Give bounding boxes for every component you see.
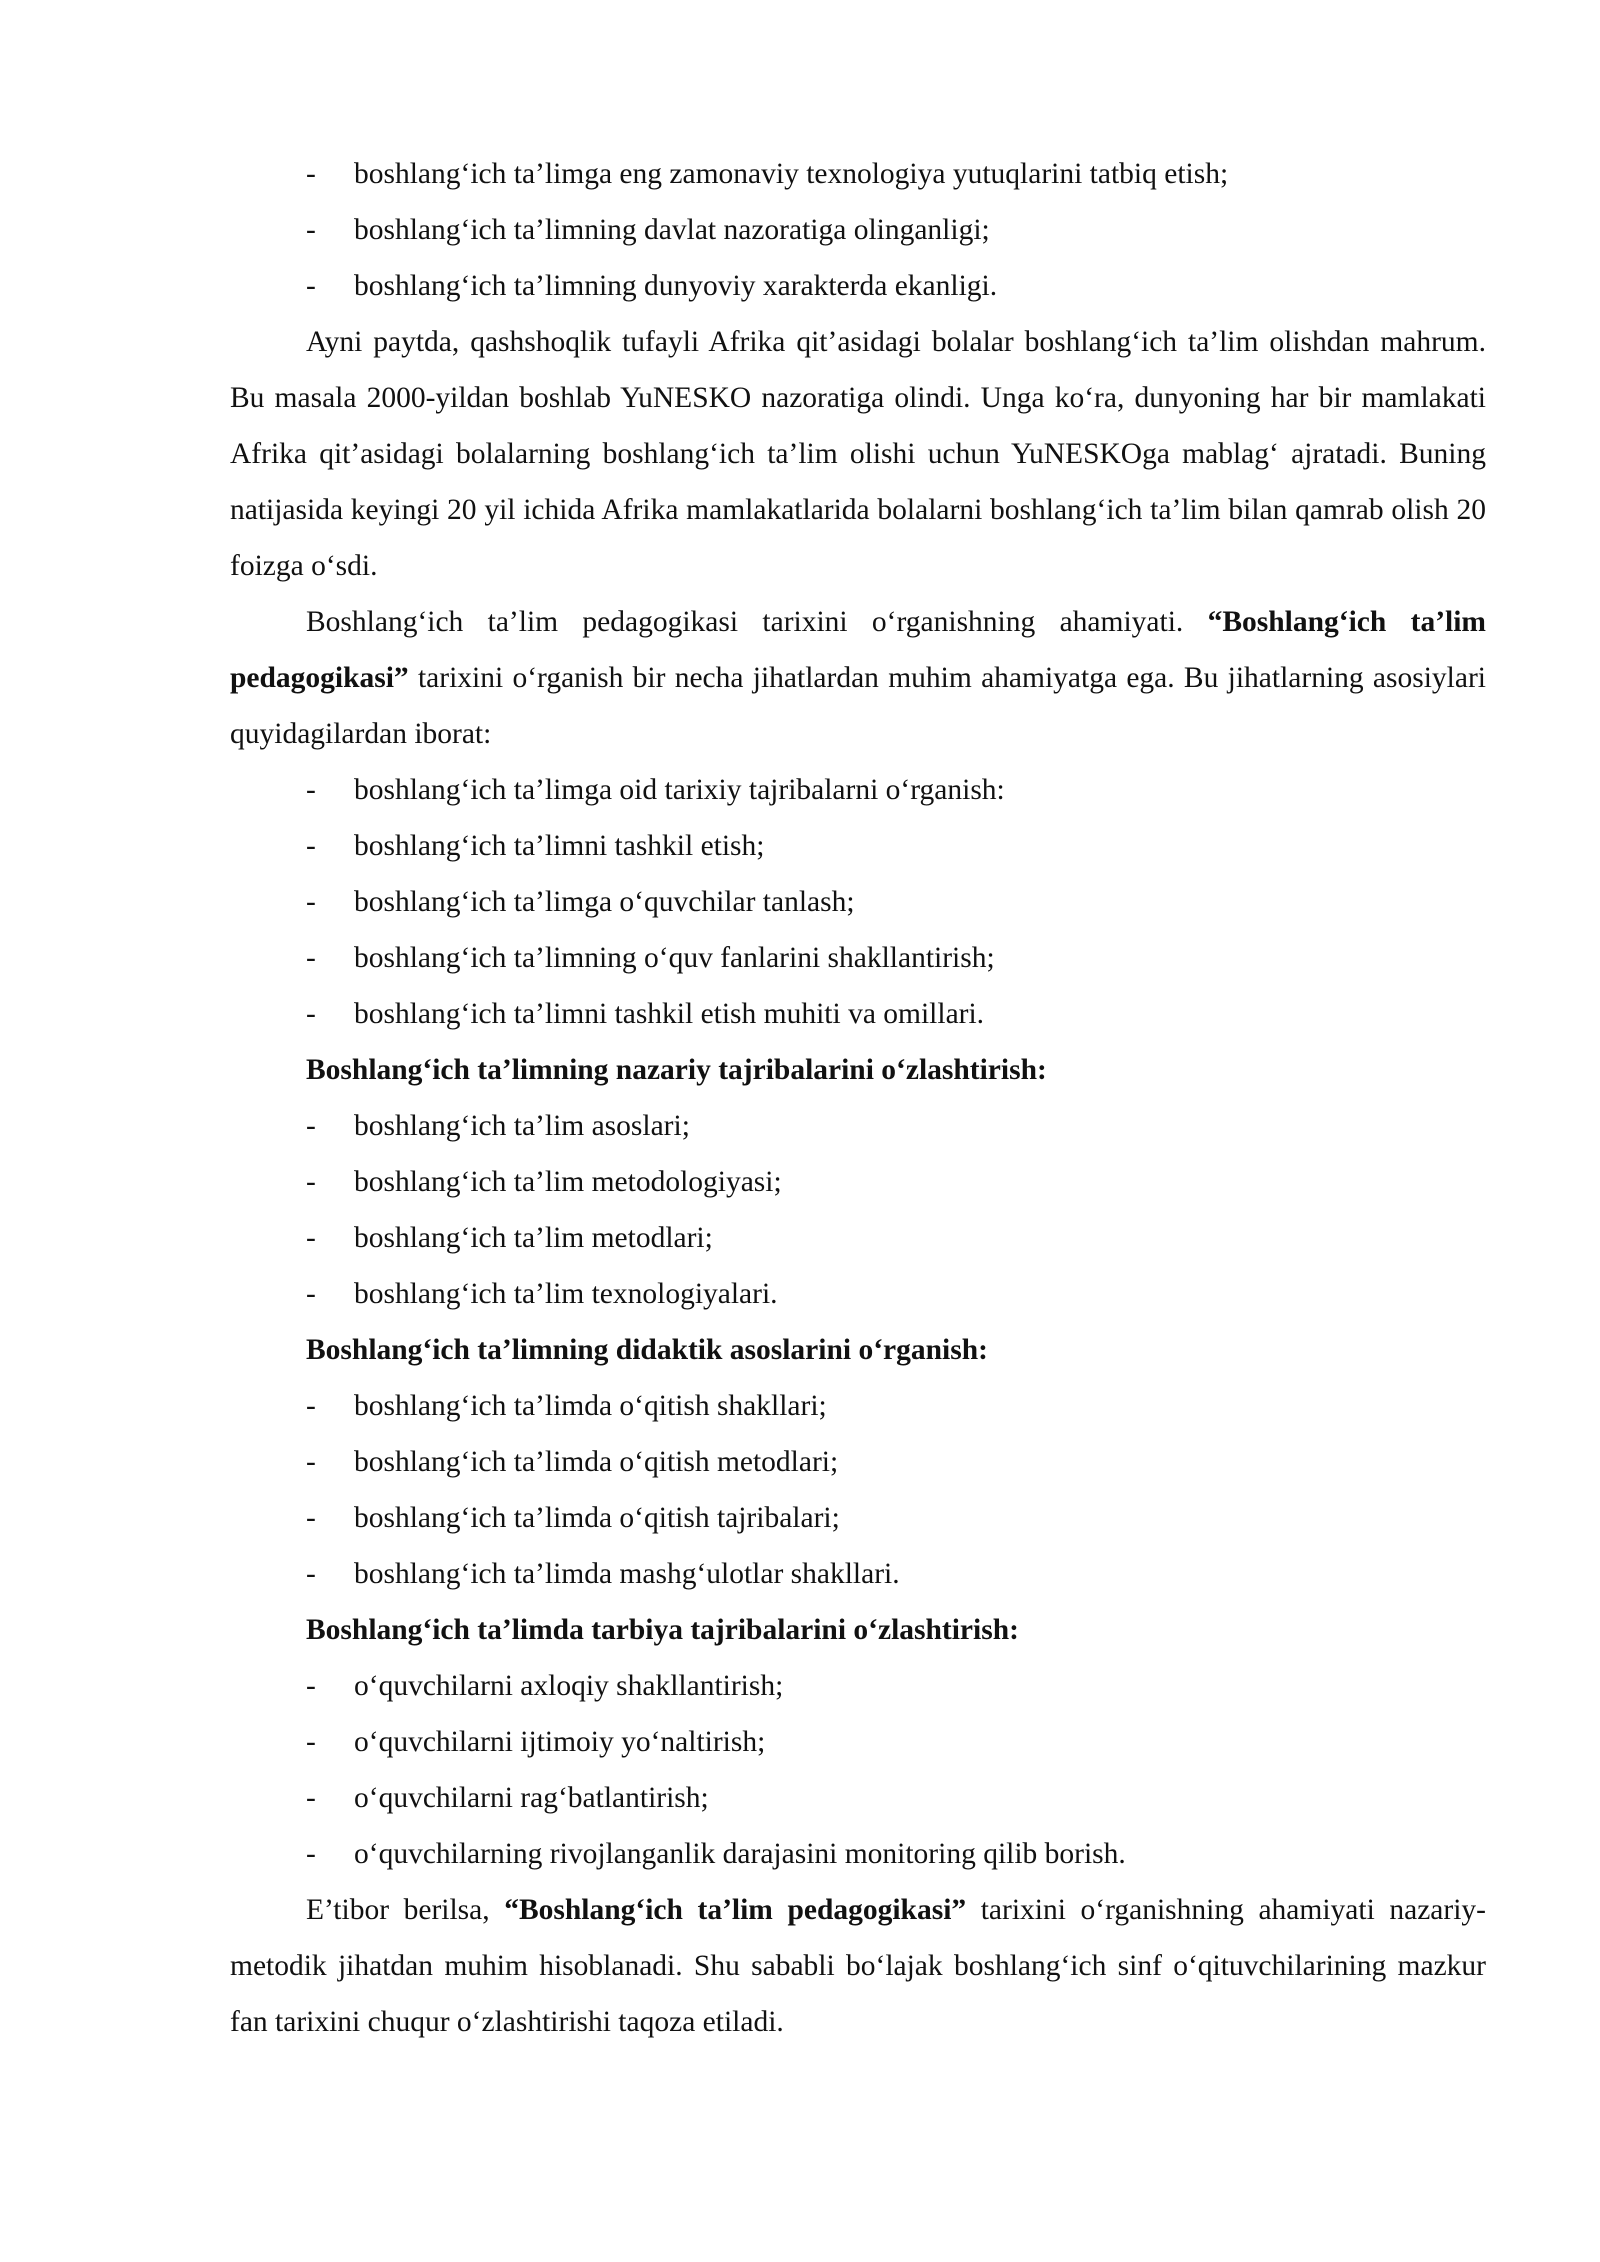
paragraph-conclusion-intro: E’tibor berilsa, (306, 1894, 505, 1926)
list-item (230, 202, 1486, 258)
list-bullet: - (306, 270, 316, 302)
list-item-text: boshlang‘ich ta’lim asoslari; (354, 1110, 690, 1142)
list-bullet: - (306, 1222, 316, 1254)
list-item-text: o‘quvchilarni axloqiy shakllantirish; (354, 1670, 784, 1702)
list-item-text: boshlang‘ich ta’lim texnologiyalari. (354, 1278, 778, 1310)
list-item-text: boshlang‘ich ta’limga eng zamonaviy texnologiya yutuqlarini tatbiq etish; (354, 158, 1229, 190)
list-item-text: boshlang‘ich ta’limni tashkil etish muhiti va omillari. (354, 998, 985, 1030)
document-page (230, 146, 1486, 2050)
list-bullet: - (306, 886, 316, 918)
list-didactic (230, 1378, 1486, 1602)
list-item (230, 1770, 1486, 1826)
section-heading-theory: Boshlang‘ich ta’limning nazariy tajribalarini o‘zlashtirish: (306, 1054, 1047, 1086)
list-item (230, 1210, 1486, 1266)
list-bullet: - (306, 1390, 316, 1422)
paragraph-conclusion-rest: tarixini o‘rganishning ahamiyati nazariy-metodik jihatdan muhim hisoblanadi. Shu sababli bo‘lajak boshlang‘ich sinf o‘qituvchilarining mazkur fan tarixini chuqur o‘zlashtirishi taqoza etiladi. (230, 1894, 1486, 2038)
list-item (230, 1378, 1486, 1434)
list-bullet: - (306, 1782, 316, 1814)
list-item-text: boshlang‘ich ta’limga oid tarixiy tajribalarni o‘rganish: (354, 774, 1005, 806)
list-item (230, 146, 1486, 202)
list-bullet: - (306, 830, 316, 862)
list-bullet: - (306, 1726, 316, 1758)
list-item-text: o‘quvchilarni ijtimoiy yo‘naltirish; (354, 1726, 766, 1758)
list-item (230, 1546, 1486, 1602)
list-item-text: boshlang‘ich ta’limda o‘qitish tajribalari; (354, 1502, 840, 1534)
list-item (230, 258, 1486, 314)
list-top (230, 146, 1486, 314)
section-heading-upbringing: Boshlang‘ich ta’limda tarbiya tajribalarini o‘zlashtirish: (306, 1614, 1019, 1646)
list-item (230, 986, 1486, 1042)
list-item (230, 930, 1486, 986)
list-item (230, 1154, 1486, 1210)
list-bullet: - (306, 1446, 316, 1478)
list-item-text: o‘quvchilarni rag‘batlantirish; (354, 1782, 709, 1814)
list-item-text: boshlang‘ich ta’limda o‘qitish metodlari; (354, 1446, 839, 1478)
list-item (230, 1658, 1486, 1714)
list-upbringing (230, 1658, 1486, 1882)
list-bullet: - (306, 774, 316, 806)
paragraph-importance-intro: Boshlang‘ich ta’lim pedagogikasi tarixini o‘rganishning ahamiyati. (306, 606, 1208, 638)
paragraph-conclusion (230, 1882, 1486, 2050)
paragraph-africa: Ayni paytda, qashshoqlik tufayli Afrika qit’asidagi bolalar boshlang‘ich ta’lim olishdan mahrum. Bu masala 2000-yildan boshlab YuNESKO nazoratiga olindi. Unga ko‘ra, dunyoning har bir mamlakati Afrika qit’asidagi bolalarning boshlang‘ich ta’lim olishi uchun YuNESKOga mablag‘ ajratadi. Buning natijasida keyingi 20 yil ichida Afrika mamlakatlarida bolalarni boshlang‘ich ta’lim bilan qamrab olish 20 foizga o‘sdi. (230, 326, 1486, 582)
list-aspects (230, 762, 1486, 1042)
paragraph-importance-rest: tarixini o‘rganish bir necha jihatlardan muhim ahamiyatga ega. Bu jihatlarning asosiylari quyidagilardan iborat: (230, 662, 1486, 750)
list-bullet: - (306, 998, 316, 1030)
list-theory (230, 1098, 1486, 1322)
list-bullet: - (306, 1166, 316, 1198)
list-item (230, 874, 1486, 930)
list-item-text: boshlang‘ich ta’lim metodlari; (354, 1222, 713, 1254)
list-item-text: o‘quvchilarning rivojlanganlik darajasini monitoring qilib borish. (354, 1838, 1126, 1870)
list-bullet: - (306, 1110, 316, 1142)
list-bullet: - (306, 1502, 316, 1534)
list-item-text: boshlang‘ich ta’limda mashg‘ulotlar shakllari. (354, 1558, 900, 1590)
list-item (230, 1714, 1486, 1770)
list-item (230, 818, 1486, 874)
list-item (230, 1098, 1486, 1154)
list-item (230, 1490, 1486, 1546)
list-item-text: boshlang‘ich ta’limga o‘quvchilar tanlash; (354, 886, 855, 918)
list-bullet: - (306, 214, 316, 246)
list-bullet: - (306, 1670, 316, 1702)
paragraph-importance-bold: “Boshlang‘ich ta’lim pedagogikasi” (230, 606, 1486, 694)
list-bullet: - (306, 1838, 316, 1870)
list-item-text: boshlang‘ich ta’limning dunyoviy xarakterda ekanligi. (354, 270, 998, 302)
section-heading-didactic: Boshlang‘ich ta’limning didaktik asoslarini o‘rganish: (306, 1334, 988, 1366)
paragraph-conclusion-bold: “Boshlang‘ich ta’lim pedagogikasi” (504, 1894, 967, 1926)
list-item-text: boshlang‘ich ta’limning o‘quv fanlarini shakllantirish; (354, 942, 995, 974)
paragraph-importance (230, 594, 1486, 762)
list-bullet: - (306, 1278, 316, 1310)
list-item (230, 1826, 1486, 1882)
list-bullet: - (306, 942, 316, 974)
list-item-text: boshlang‘ich ta’limning davlat nazoratiga olinganligi; (354, 214, 990, 246)
list-item (230, 1266, 1486, 1322)
list-item (230, 762, 1486, 818)
list-bullet: - (306, 1558, 316, 1590)
list-item-text: boshlang‘ich ta’lim metodologiyasi; (354, 1166, 782, 1198)
list-item-text: boshlang‘ich ta’limda o‘qitish shakllari; (354, 1390, 827, 1422)
list-bullet: - (306, 158, 316, 190)
list-item (230, 1434, 1486, 1490)
list-item-text: boshlang‘ich ta’limni tashkil etish; (354, 830, 765, 862)
